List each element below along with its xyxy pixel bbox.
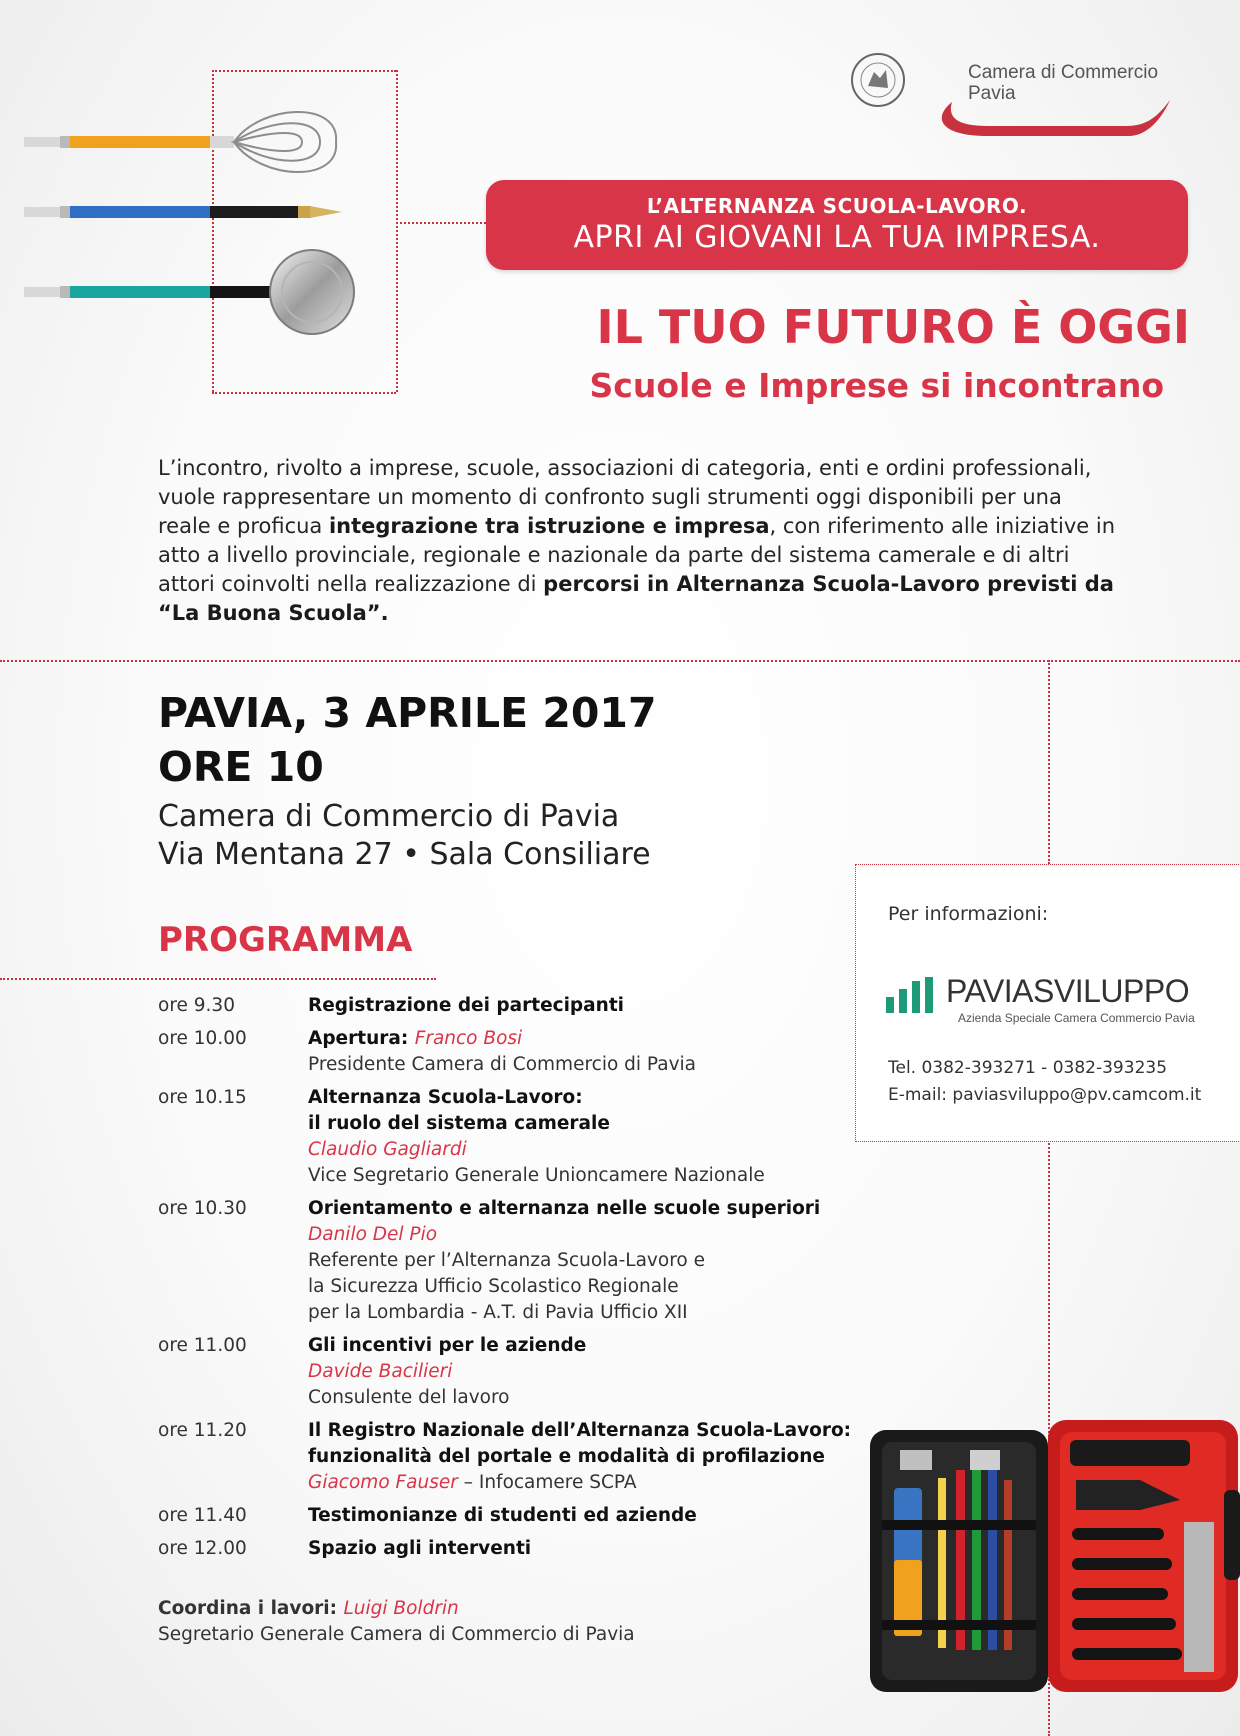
tools-illustration <box>20 110 360 350</box>
event-location <box>158 798 651 874</box>
toolcase-illustration <box>840 1410 1240 1700</box>
seal-logo-icon <box>850 52 906 108</box>
program-item: ore 11.40 Testimonianze di studenti ed aziende <box>158 1505 697 1526</box>
page-subtitle: Scuole e Imprese si incontrano <box>589 366 1164 405</box>
guide-line <box>0 978 436 980</box>
page-title: IL TUO FUTURO È OGGI <box>596 300 1190 354</box>
banner-line2: APRI AI GIOVANI LA TUA IMPRESA. <box>573 220 1101 255</box>
program-list <box>158 993 878 1569</box>
pencil-stethoscope-icon <box>24 250 354 334</box>
toolcase-right-icon <box>1048 1420 1240 1692</box>
event-address: Via Mentana 27 • Sala Consiliare <box>158 837 651 872</box>
guide-line <box>396 70 398 392</box>
pencil-pen-icon <box>24 206 342 218</box>
event-date: PAVIA, 3 APRILE 2017 <box>158 689 657 737</box>
event-venue: Camera di Commercio di Pavia <box>158 799 620 834</box>
program-item: ore 11.00 Gli incentivi per le aziende Davide Bacilieri Consulente del lavoro <box>158 1335 587 1408</box>
guide-line <box>396 222 486 224</box>
program-item: ore 10.30 Orientamento e alternanza nelle scuole superiori Danilo Del Pio Referente per l’Alternanza Scuola-Lavoro e la Sicurezza Ufficio Scolastico Regionale per la Lombardia - A.T. di Pavia Ufficio XII <box>158 1198 821 1323</box>
banner-line1: L’ALTERNANZA SCUOLA-LAVORO. <box>646 194 1028 218</box>
program-item: ore 10.15 Alternanza Scuola-Lavoro: il ruolo del sistema camerale Claudio Gagliardi Vice Segretario Generale Unioncamere Nazionale <box>158 1087 765 1186</box>
event-datetime <box>158 686 657 794</box>
guide-line <box>212 392 396 394</box>
info-contacts <box>888 1055 1201 1109</box>
intro-paragraph: L’incontro, rivolto a imprese, scuole, associazioni di categoria, enti e ordini professionali, vuole rappresentare un momento di confronto sugli strumenti oggi disponibili per una reale e proficua integrazione tra istruzione e impresa, con riferimento alle iniziative in atto a livello provinciale, regionale e nazionale da parte del sistema camerale e di altri attori coinvolti nella realizzazione di percorsi in Alternanza Scuola-Lavoro previsti da “La Buona Scuola”. <box>158 456 1116 625</box>
chamber-logo-swoosh-icon <box>928 96 1172 144</box>
headline-banner <box>486 180 1188 270</box>
info-label: Per informazioni: <box>888 903 1049 925</box>
info-phone: Tel. 0382-393271 - 0382-393235 <box>888 1058 1168 1078</box>
pencil-whisk-icon <box>24 112 336 172</box>
guide-line <box>1048 660 1050 864</box>
program-item: ore 10.00 Apertura: Franco Bosi Presidente Camera di Commercio di Pavia <box>158 1028 697 1075</box>
event-time: ORE 10 <box>158 743 324 791</box>
program-item: ore 11.20 Il Registro Nazionale dell’Alternanza Scuola-Lavoro: funzionalità del portale e modalità di profilazione Giacomo Fauser – Infocamere SCPA <box>158 1420 852 1493</box>
toolcase-left-icon <box>870 1430 1048 1692</box>
info-box <box>855 864 1240 1142</box>
guide-line <box>0 660 1240 662</box>
info-email: E-mail: paviasviluppo@pv.camcom.it <box>888 1085 1202 1105</box>
program-title: PROGRAMMA <box>158 920 413 960</box>
bar-chart-icon <box>886 977 938 1013</box>
paviasviluppo-logo: PAVIASVILUPPO Azienda Speciale Camera Commercio Pavia <box>886 969 1196 1025</box>
program-item: ore 12.00 Spazio agli interventi <box>158 1538 532 1559</box>
guide-line <box>212 70 396 72</box>
program-item: ore 9.30 Registrazione dei partecipanti <box>158 995 625 1016</box>
coordinator: Coordina i lavori: Luigi Boldrin Segretario Generale Camera di Commercio di Pavia <box>158 1598 635 1645</box>
chamber-logo-text: Camera di Commercio Pavia <box>968 62 1159 104</box>
